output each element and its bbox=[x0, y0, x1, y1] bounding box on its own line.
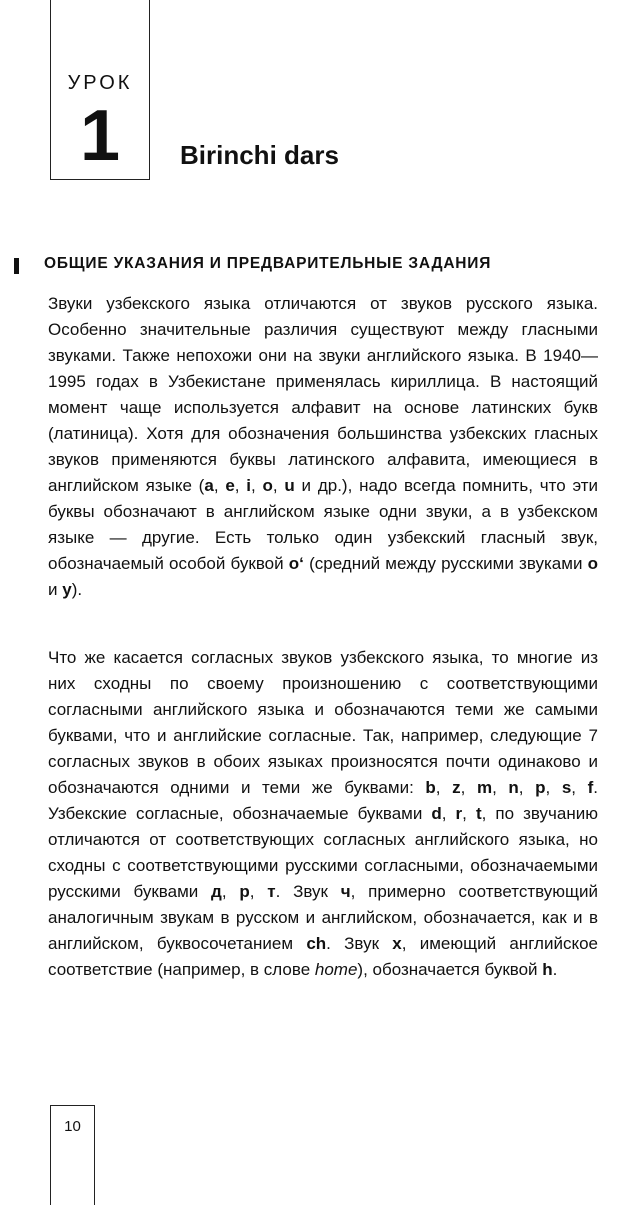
lesson-title: Birinchi dars bbox=[180, 140, 339, 170]
lesson-number: 1 bbox=[79, 96, 121, 176]
section-marker bbox=[14, 258, 19, 274]
section-title: ОБЩИЕ УКАЗАНИЯ И ПРЕДВАРИТЕЛЬНЫЕ ЗАДАНИЯ bbox=[44, 255, 492, 272]
paragraph-consonants: Что же касается согласных звуков узбекского языка, то многие из них сходны по своему произношению с соответствующими согласными английского языка и обозначаются теми же самыми буквами, что и английские согласные. Так, например, следующие 7 согласных звуков в обоих языках произносятся почти одинаково и обозначаются одними и теми же буквами: b, z, m, n, p, s, f. Узбекские согласные, обозначаемые буквами d, r, t, по звучанию отличаются от соответствующих согласных английского языка, но сходны с соответствующими русскими согласными, обозначаемыми русскими буквами д, р, т. Звук ч, примерно соответствующий аналогичным звукам в русском и английском, обозначается, как и в английском, буквосочетанием ch. Звук х, имеющий английское соответствие (например, в слове home), обозначается буквой h. bbox=[48, 648, 599, 979]
lesson-label: УРОК bbox=[67, 72, 133, 94]
lesson-box bbox=[50, 0, 150, 180]
page-number-box bbox=[50, 1105, 95, 1205]
paragraph-vowels: Звуки узбекского языка отличаются от звуков русского языка. Особенно значительные различия существуют между гласными звуками. Также непохожи они на звуки английского языка. В 1940—1995 годах в Узбекистане применялась кириллица. В настоящий момент чаще используется алфавит на основе латинских букв (латиница). Хотя для обозначения большинства узбекских гласных звуков применяются буквы латинского алфавита, имеющиеся в английском языке (a, e, i, o, u и др.), надо всегда помнить, что эти буквы обозначают в английском языке одни звуки, а в узбекском языке — другие. Есть только один узбекский гласный звук, обозначаемый особой буквой o‘ (средний между русскими звуками о и у). bbox=[48, 294, 599, 599]
page-number: 10 bbox=[64, 1118, 81, 1135]
